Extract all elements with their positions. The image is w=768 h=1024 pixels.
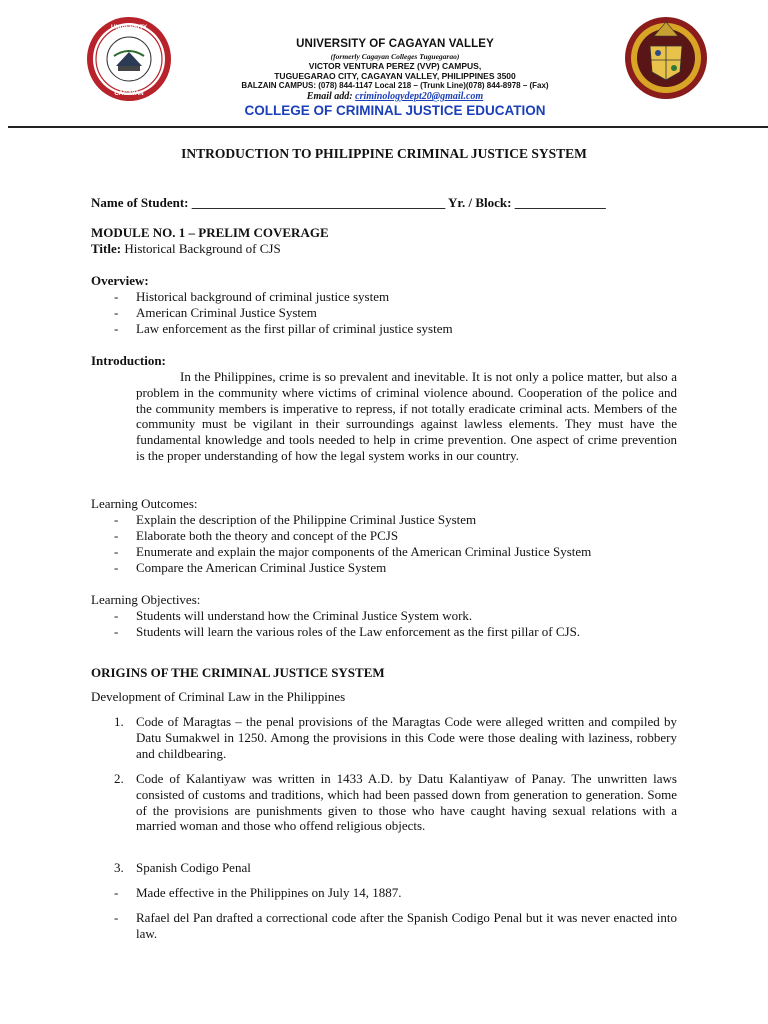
list-item: Compare the American Criminal Justice System xyxy=(136,560,387,575)
bullet-dash: - xyxy=(114,544,119,559)
bullet-dash: - xyxy=(114,560,119,575)
list-item: Historical background of criminal justice system xyxy=(136,289,390,304)
list-item: Explain the description of the Philippine Criminal Justice System xyxy=(136,512,477,527)
college-name: COLLEGE OF CRIMINAL JUSTICE EDUCATION xyxy=(244,103,546,118)
university-former-name: (formerly Cagayan Colleges Tuguegarao) xyxy=(330,52,460,61)
introduction-paragraph: In the Philippines, crime is so prevalent and inevitable. It is not only a police matter, but also a problem in the community where victims of criminal violence abound. Cooperation of the police and the community members is imperative to repress, if not totally eradicate criminal acts. Members of the community must be vigilant in their surroundings against lawless elements. They must have the fundamental knowledge and tools needed to help in crime prevention. One aspect of crime prevention is the proper understanding of how the legal system works in our country. xyxy=(136,369,677,463)
list-item: Enumerate and explain the major components of the American Criminal Justice System xyxy=(136,544,592,559)
origins-subheading: Development of Criminal Law in the Philippines xyxy=(91,689,346,704)
header-divider xyxy=(8,126,768,128)
bullet-dash: - xyxy=(114,624,119,639)
bullet-dash: - xyxy=(114,321,119,336)
svg-text:UNIVERSITY: UNIVERSITY xyxy=(110,25,148,31)
list-item: Students will learn the various roles of the Law enforcement as the first pillar of CJS. xyxy=(136,624,581,639)
module-heading: MODULE NO. 1 – PRELIM COVERAGE xyxy=(91,225,329,240)
list-item: Code of Maragtas – the penal provisions of the Maragtas Code were alleged written and compiled by Datu Sumakwel in 1250. Among the provisions in this Code were those dealing with laziness, robbery and childbearing. xyxy=(136,714,677,761)
learning-outcomes-heading: Learning Outcomes: xyxy=(91,496,198,511)
introduction-heading: Introduction: xyxy=(91,353,166,368)
learning-objectives-heading: Learning Objectives: xyxy=(91,592,201,607)
list-item: Elaborate both the theory and concept of the PCJS xyxy=(136,528,399,543)
list-item: Made effective in the Philippines on July 14, 1887. xyxy=(136,885,402,900)
bullet-dash: - xyxy=(114,910,119,925)
bullet-dash: - xyxy=(114,289,119,304)
bullet-dash: - xyxy=(114,528,119,543)
list-number: 1. xyxy=(114,714,124,729)
list-number: 3. xyxy=(114,860,124,875)
overview-heading: Overview: xyxy=(91,273,149,288)
university-name: UNIVERSITY OF CAGAYAN VALLEY xyxy=(296,38,494,50)
origins-heading: ORIGINS OF THE CRIMINAL JUSTICE SYSTEM xyxy=(91,665,385,680)
bullet-dash: - xyxy=(114,608,119,623)
email-link[interactable]: criminologydept20@gmail.com xyxy=(355,91,484,102)
module-title xyxy=(91,241,281,257)
list-item: Rafael del Pan drafted a correctional code after the Spanish Codigo Penal but it was never enacted into law. xyxy=(136,910,677,941)
overview-list xyxy=(0,289,768,339)
list-item: American Criminal Justice System xyxy=(136,305,317,320)
learning-objectives-list xyxy=(0,608,768,642)
bullet-dash: - xyxy=(114,512,119,527)
title-value: Historical Background of CJS xyxy=(121,241,281,256)
list-item: Students will understand how the Criminal Justice System work. xyxy=(136,608,473,623)
email-line xyxy=(170,91,620,102)
title-label: Title: xyxy=(91,241,122,256)
list-item: Law enforcement as the first pillar of criminal justice system xyxy=(136,321,453,336)
campus-name: VICTOR VENTURA PEREZ (VVP) CAMPUS, xyxy=(308,61,482,71)
student-name-line: Name of Student: _______________________________________ Yr. / Block: ______________ xyxy=(91,195,606,210)
origins-list xyxy=(0,714,768,954)
bullet-dash: - xyxy=(114,885,119,900)
learning-outcomes-list xyxy=(0,512,768,578)
campus-address: TUGUEGARAO CITY, CAGAYAN VALLEY, PHILIPPINES 3500 xyxy=(274,71,516,81)
list-item: Code of Kalantiyaw was written in 1433 A.D. by Datu Kalantiyaw of Panay. The unwritten laws consisted of customs and traditions, which had been passed down from generation to generation. Some of the provisions are punishments given to those who have caught having sexual relations with a married woman and those who offend religious objects. xyxy=(136,771,677,834)
list-item: Spanish Codigo Penal xyxy=(136,860,251,875)
course-title: INTRODUCTION TO PHILIPPINE CRIMINAL JUSTICE SYSTEM xyxy=(181,146,587,161)
email-label: Email add: xyxy=(306,91,356,102)
svg-text:CAGAYAN: CAGAYAN xyxy=(114,91,144,97)
balzain-campus-contact: BALZAIN CAMPUS: (078) 844-1147 Local 218 – (Trunk Line)(078) 844-8978 – (Fax) xyxy=(241,81,549,90)
list-number: 2. xyxy=(114,771,124,786)
bullet-dash: - xyxy=(114,305,119,320)
